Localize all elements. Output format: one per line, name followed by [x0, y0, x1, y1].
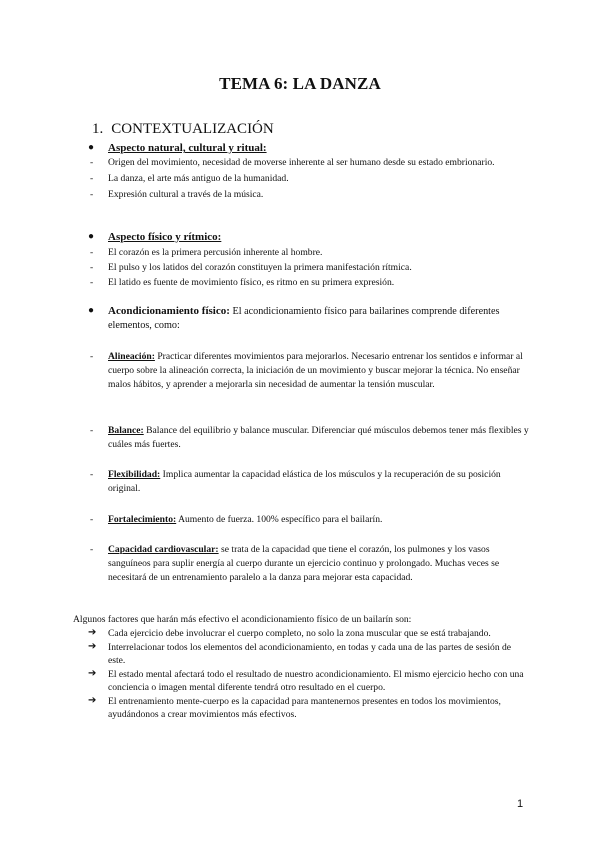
dash-list-aspecto-fisico	[90, 246, 530, 289]
list-item: - El corazón es la primera percusión inherente al hombre.	[90, 247, 323, 258]
dash-list-aspecto-natural	[90, 156, 530, 201]
factors-list	[88, 627, 528, 722]
element-fortalecimiento: - Fortalecimiento: Aumento de fuerza. 100% específico para el bailarín.	[90, 514, 383, 525]
list-item: ➔ Interrelacionar todos los elementos del acondicionamiento, en todas y cada una de las partes de sesión de este.	[88, 640, 512, 666]
bullet-dot-icon: ●	[88, 305, 95, 316]
arrow-right-icon: ➔	[88, 667, 97, 679]
list-item: - El latido es fuente de movimiento físico, es ritmo en su primera expresión.	[90, 277, 395, 288]
list-item: ➔ El entrenamiento mente-cuerpo es la capacidad para mantenernos presentes en todos los movimientos, ayudándonos a crear movimientos más efectivos.	[88, 694, 501, 720]
bullet-heading: Aspecto natural, cultural y ritual:	[108, 142, 267, 154]
list-item: - El pulso y los latidos del corazón constituyen la primera manifestación rítmica.	[90, 262, 412, 273]
element-alineacion: - Alineación: Practicar diferentes movimientos para mejorarlos. Necesario entrenar los sentidos e informar al cuerpo sobre la alineación correcta, la iniciación de un movimiento y buscar mejorar la técnica. No enseñar malos hábitos, y aprender a mejorarla sin necesidad de aumentar la tensión muscular.	[90, 351, 523, 390]
list-item: - Expresión cultural a través de la música.	[90, 189, 264, 200]
list-item: - Origen del movimiento, necesidad de moverse inherente al ser humano desde su estado embrionario.	[90, 157, 495, 168]
arrow-right-icon: ➔	[88, 627, 97, 638]
bullet-text: El acondicionamiento físico para bailarines comprende diferentes elementos, como:	[108, 306, 500, 331]
bullet-heading: Acondicionamiento físico:	[108, 305, 230, 317]
document-title: TEMA 6: LA DANZA	[219, 74, 381, 93]
list-item: ➔ El estado mental afectará todo el resultado de nuestro acondicionamiento. El mismo ejercicio hecho con una conciencia o imagen mental diferente tendrá otro resultado en el cuerpo.	[88, 667, 524, 693]
section-title: CONTEXTUALIZACIÓN	[111, 121, 274, 137]
list-item: - La danza, el arte más antiguo de la humanidad.	[90, 173, 289, 184]
bullet-dot-icon: ●	[88, 142, 95, 153]
bullet-dot-icon: ●	[88, 231, 95, 242]
bullet-heading: Aspecto físico y rítmico:	[108, 231, 222, 243]
section-heading	[92, 121, 274, 138]
list-item: ➔ Cada ejercicio debe involucrar el cuerpo completo, no solo la zona muscular que se está trabajando.	[88, 627, 491, 639]
section-number: 1.	[92, 121, 104, 137]
arrow-right-icon: ➔	[88, 694, 97, 706]
element-flexibilidad: - Flexibilidad: Implica aumentar la capacidad elástica de los músculos y la recuperación de su posición original.	[90, 469, 501, 494]
element-balance: - Balance: Balance del equilibrio y balance muscular. Diferenciar qué músculos debemos tener más flexibles y cuáles más fuertes.	[90, 425, 529, 450]
element-capacidad-cardiovascular: - Capacidad cardiovascular: se trata de la capacidad que tiene el corazón, los pulmones y los vasos sanguíneos para suplir energía al cuerpo durante un ejercicio continuo y prolongado. Muchas veces se necesitará de un entrenamiento paralelo a la danza para mejorar esta capacidad.	[90, 544, 500, 583]
page-number: 1	[517, 798, 524, 810]
arrow-right-icon: ➔	[88, 640, 97, 652]
factors-intro: Algunos factores que harán más efectivo el acondicionamiento físico de un bailarín son:	[73, 614, 412, 625]
